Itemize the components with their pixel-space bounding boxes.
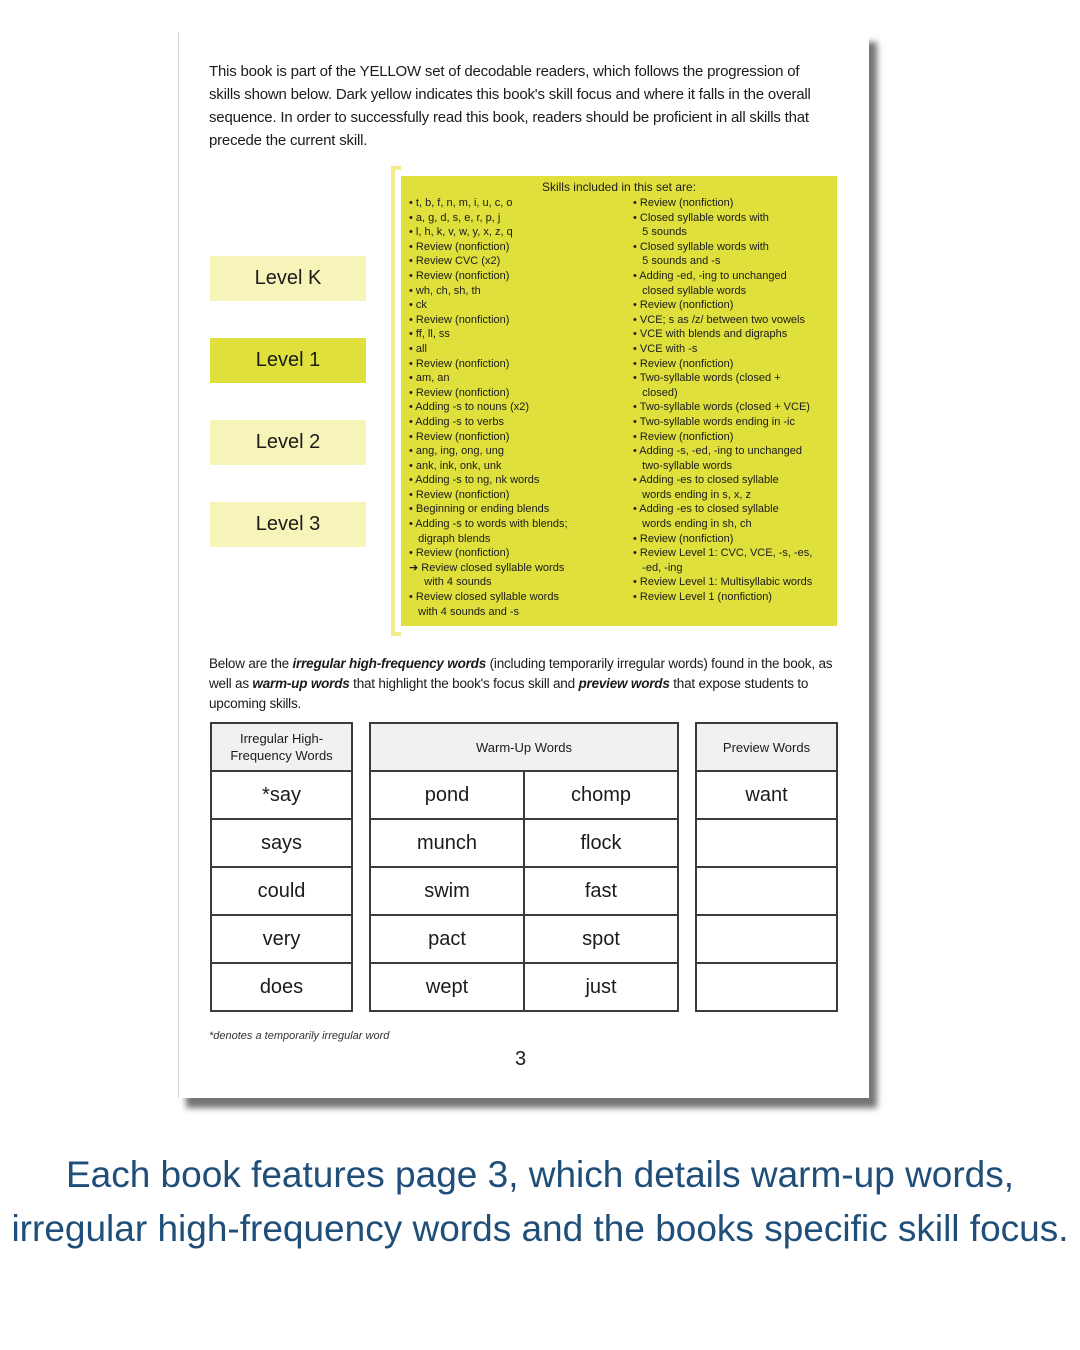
skill-item: • Review (nonfiction)	[409, 488, 510, 501]
warmup-word-cell: swim	[370, 867, 524, 915]
skill-item: • Review (nonfiction)	[633, 357, 734, 370]
skill-item: • Two-syllable words ending in -ic	[633, 415, 795, 428]
irregular-word-cell: *say	[211, 771, 352, 819]
skill-item: • Review Level 1: Multisyllabic words	[633, 576, 813, 589]
table-row	[370, 867, 678, 915]
warmup-word-cell: pond	[370, 771, 524, 819]
skills-panel	[391, 166, 839, 636]
warmup-word-cell: spot	[524, 915, 678, 963]
preview-word-cell: want	[696, 771, 837, 819]
skill-item: • Adding -es to closed syllable	[633, 474, 779, 487]
skill-item: • Adding -ed, -ing to unchanged	[633, 269, 787, 282]
table-row	[370, 915, 678, 963]
level-3-label: Level 3	[210, 502, 366, 547]
skill-item: • Closed syllable words with	[633, 240, 769, 253]
skill-item: • Review (nonfiction)	[633, 532, 734, 545]
skill-item: • wh, ch, sh, th	[409, 284, 481, 297]
skill-item: with 4 sounds	[409, 576, 492, 589]
skill-item: • Review Level 1: CVC, VCE, -s, -es,	[633, 547, 813, 560]
emphasis-warmup: warm-up words	[252, 676, 350, 691]
irregular-word-cell: does	[211, 963, 352, 1011]
footnote: *denotes a temporarily irregular word	[209, 1030, 390, 1042]
skill-item: • Adding -s to nouns (x2)	[409, 401, 530, 414]
skill-item: ➔ Review closed syllable words	[409, 561, 565, 574]
skill-item: 5 sounds	[633, 226, 687, 239]
skill-item: • t, b, f, n, m, i, u, c, o	[409, 197, 513, 209]
table-row	[370, 963, 678, 1011]
skill-item: • Two-syllable words (closed + VCE)	[633, 401, 810, 414]
skill-item: • Review (nonfiction)	[409, 430, 510, 443]
skill-item: • Review closed syllable words	[409, 591, 559, 604]
preview-word-cell	[696, 867, 837, 915]
skill-item: • Beginning or ending blends	[409, 503, 550, 516]
skill-item: • Review (nonfiction)	[409, 313, 510, 326]
skill-item: two-syllable words	[633, 459, 733, 472]
warmup-word-cell: just	[524, 963, 678, 1011]
skill-item: • VCE with blends and digraphs	[633, 328, 788, 341]
skill-item: • Adding -s to ng, nk words	[409, 474, 540, 487]
skill-item: • Review CVC (x2)	[409, 255, 501, 268]
skill-item: • Adding -s to verbs	[409, 415, 504, 428]
skill-item: • Review (nonfiction)	[409, 269, 510, 282]
table-row	[370, 771, 678, 819]
table-row	[696, 771, 837, 819]
intro-text-part: that expose students to upcoming skills.	[209, 676, 809, 711]
irregular-words-table	[210, 722, 353, 1012]
table-row	[211, 963, 352, 1011]
skill-item: • Two-syllable words (closed +	[633, 372, 781, 385]
warmup-word-cell: wept	[370, 963, 524, 1011]
skill-item: • Review (nonfiction)	[409, 547, 510, 560]
skill-item: • Review (nonfiction)	[409, 357, 510, 370]
emphasis-preview: preview words	[578, 676, 670, 691]
caption: Each book features page 3, which details warm-up words, irregular high-frequency words and the books specific skill focus.	[11, 1154, 1069, 1249]
irregular-word-cell: very	[211, 915, 352, 963]
skill-item: -ed, -ing	[633, 561, 683, 574]
skill-item: • VCE; s as /z/ between two vowels	[633, 313, 805, 326]
table-row	[211, 915, 352, 963]
intro-paragraph: This book is part of the YELLOW set of decodable readers, which follows the progression of skills shown below. Dark yellow indicates this book's skill focus and where it falls in the overall sequence. In order to successfully read this book, readers should be proficient in all skills that precede the current skill.	[209, 63, 811, 149]
skill-item: • all	[409, 342, 427, 355]
skill-item: • Adding -s, -ed, -ing to unchanged	[633, 445, 802, 458]
skills-list-left	[409, 196, 624, 619]
intro-text-part: (including temporarily irregular words) found in the book, as well as	[209, 656, 833, 691]
warmup-word-cell: munch	[370, 819, 524, 867]
skill-item: • Review (nonfiction)	[633, 299, 734, 312]
skill-item: • ff, ll, ss	[409, 328, 450, 341]
skill-item: 5 sounds and -s	[633, 255, 721, 268]
warmup-word-cell: chomp	[524, 771, 678, 819]
preview-header: Preview Words	[696, 723, 837, 771]
skill-item: • l, h, k, v, w, y, x, z, q	[409, 226, 513, 239]
warmup-word-cell: pact	[370, 915, 524, 963]
skill-item: • Review (nonfiction)	[633, 430, 734, 443]
skill-item: • ang, ing, ong, ung	[409, 445, 504, 458]
skill-item: with 4 sounds and -s	[409, 605, 520, 618]
table-row	[696, 819, 837, 867]
warmup-word-cell: flock	[524, 819, 678, 867]
warmup-word-cell: fast	[524, 867, 678, 915]
preview-word-cell	[696, 963, 837, 1011]
skill-item: • Review (nonfiction)	[409, 240, 510, 253]
warmup-words-table	[369, 722, 679, 1012]
irregular-header: Irregular High-Frequency Words	[211, 723, 352, 771]
skills-box	[401, 176, 837, 626]
level-k-label: Level K	[210, 256, 366, 301]
skill-item: • Adding -es to closed syllable	[633, 503, 779, 516]
skill-item: • Closed syllable words with	[633, 211, 769, 224]
table-row	[696, 915, 837, 963]
skills-title: Skills included in this set are:	[541, 180, 697, 194]
skill-item: digraph blends	[409, 532, 491, 545]
skill-item: words ending in sh, ch	[633, 518, 752, 531]
emphasis-irregular: irregular high-frequency words	[292, 656, 487, 671]
skill-item: closed)	[633, 386, 678, 399]
skill-item: • Review Level 1 (nonfiction)	[633, 591, 772, 604]
skill-item: • a, g, d, s, e, r, p, j	[409, 211, 501, 224]
intro-text-part: Below are the	[209, 656, 293, 671]
skill-item: • Review (nonfiction)	[409, 386, 510, 399]
skill-item: • VCE with -s	[633, 342, 698, 355]
irregular-word-cell: says	[211, 819, 352, 867]
level-2-label: Level 2	[210, 420, 366, 465]
warmup-header: Warm-Up Words	[370, 723, 678, 771]
table-row	[696, 867, 837, 915]
table-row	[370, 819, 678, 867]
skill-item: closed syllable words	[633, 284, 747, 297]
skill-item: • Adding -s to words with blends;	[409, 518, 568, 531]
skill-item: • ank, ink, onk, unk	[409, 459, 502, 472]
page-number: 3	[515, 1048, 527, 1070]
skill-item: words ending in s, x, z	[633, 488, 751, 501]
table-row	[211, 771, 352, 819]
irregular-word-cell: could	[211, 867, 352, 915]
word-lists-intro	[209, 654, 849, 714]
preview-word-cell	[696, 819, 837, 867]
table-row	[211, 819, 352, 867]
skills-bracket	[391, 166, 401, 636]
intro-text-part: that highlight the book's focus skill and	[349, 676, 579, 691]
skill-item: • ck	[409, 299, 427, 312]
table-row	[696, 963, 837, 1011]
book-page	[178, 32, 869, 1098]
table-row	[211, 867, 352, 915]
skill-item: • am, an	[409, 372, 450, 385]
preview-words-table	[695, 722, 838, 1012]
skills-list-right	[633, 196, 837, 605]
level-1-label: Level 1	[210, 338, 366, 383]
preview-word-cell	[696, 915, 837, 963]
skill-item: • Review (nonfiction)	[633, 197, 734, 209]
